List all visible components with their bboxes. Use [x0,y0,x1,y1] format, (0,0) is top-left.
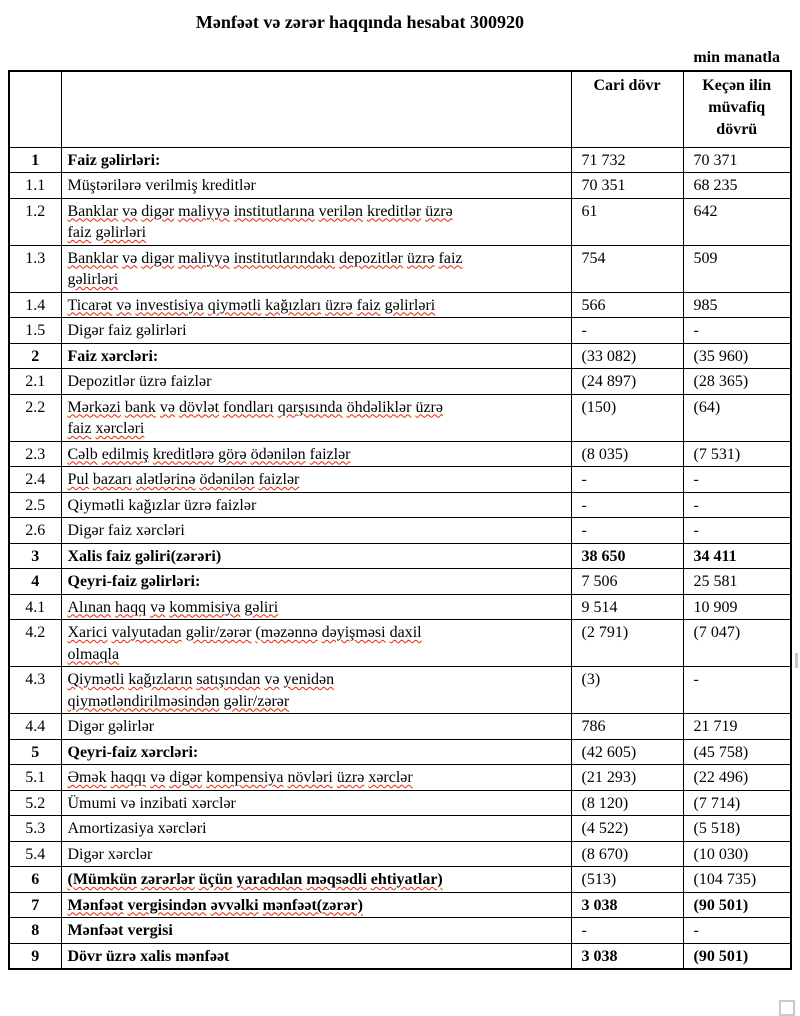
misspelled-word: gəlir/zərər [223,692,290,710]
row-current-value-cell[interactable]: (513) [571,867,683,893]
row-previous-value-cell[interactable]: 34 411 [683,543,791,569]
row-number-cell[interactable]: 1.3 [9,245,61,292]
row-previous-value-cell[interactable]: 21 719 [683,714,791,740]
row-number-cell[interactable]: 2.6 [9,518,61,544]
row-label-cell[interactable] [61,394,571,441]
row-number-cell[interactable]: 4.4 [9,714,61,740]
row-number-cell[interactable]: 5.4 [9,841,61,867]
row-previous-value-cell[interactable]: (90 501) [683,892,791,918]
misspelled-word: bazarı [92,471,132,488]
row-previous-value-cell[interactable]: (7 531) [683,441,791,467]
misspelled-word: yaradılan [236,871,303,888]
misspelled-word: və [159,398,176,416]
row-label-cell[interactable] [61,620,571,667]
misspelled-word: Ticarət [67,296,113,314]
row-label-cell[interactable] [61,667,571,714]
table-row [9,943,791,969]
misspelled-word: (məzənnə [255,624,318,641]
misspelled-word: və [264,671,280,688]
table-row [9,318,791,344]
row-previous-value-cell[interactable]: - [683,518,791,544]
misspelled-word: haqq [115,598,147,616]
misspelled-word: edilmiş [101,445,149,463]
misspelled-word: yenidən [283,671,335,688]
misspelled-word: dəyişməsi [321,624,386,641]
row-number-cell[interactable]: 2.5 [9,492,61,518]
misspelled-word: digər [141,249,175,267]
table-row [9,841,791,867]
row-previous-value-cell[interactable]: (7 047) [683,620,791,667]
misspelled-word: qarşısında [277,398,343,416]
row-label-cell[interactable] [61,765,571,791]
row-current-value-cell[interactable]: 38 650 [571,543,683,569]
row-number-cell[interactable]: 4.2 [9,620,61,667]
misspelled-word: vergisindən [127,896,207,914]
row-label-cell[interactable]: Digər faiz gəlirləri [61,318,571,344]
row-number-cell[interactable]: 1.2 [9,198,61,245]
row-current-value-cell[interactable]: 71 732 [571,147,683,173]
row-current-value-cell[interactable]: (33 082) [571,343,683,369]
row-previous-value-cell[interactable]: (64) [683,394,791,441]
misspelled-word: gəlirləri [384,296,436,314]
row-previous-value-cell[interactable]: - [683,918,791,944]
misspelled-word: Banklar [67,249,119,267]
misspelled-word: məqsədli [306,871,367,888]
table-row [9,173,791,199]
misspelled-word: Əmək [67,769,107,786]
row-number-cell[interactable]: 2 [9,343,61,369]
row-label-cell[interactable]: Qiymətli kağızlar üzrə faizlər [61,492,571,518]
row-current-value-cell[interactable]: (8 120) [571,790,683,816]
header-previous-period[interactable]: Keçən ilin müvafiq dövrü [683,71,791,147]
misspelled-word: investisiya [135,296,204,314]
misspelled-word: və [150,598,166,616]
misspelled-word: kommisiya [169,598,241,616]
row-current-value-cell[interactable]: (8 670) [571,841,683,867]
misspelled-word: faiz [438,249,463,267]
row-number-cell[interactable]: 6 [9,867,61,893]
unit-note[interactable]: min manatla [693,49,780,66]
misspelled-word: gəliri [244,598,279,616]
row-number-cell[interactable]: 7 [9,892,61,918]
misspelled-word: gəlirləri [95,224,147,241]
misspelled-word: üzrə [425,202,453,220]
row-previous-value-cell[interactable]: 985 [683,292,791,318]
misspelled-word: öhdəliklər [346,398,412,416]
misspelled-word: (Mümkün [67,871,137,888]
misspelled-word: bank [124,398,156,416]
misspelled-word: institutlarına [233,202,315,220]
misspelled-word: ödənilən [250,445,306,463]
misspelled-word: institutlarındakı [233,249,336,267]
misspelled-word: üzrə [415,398,443,416]
row-label-cell[interactable]: Mənfəət vergisi [61,918,571,944]
row-label-cell[interactable]: Digər xərclər [61,841,571,867]
misspelled-word: üzrə [325,296,353,314]
table-row [9,918,791,944]
table-row [9,198,791,245]
row-label-cell[interactable] [61,245,571,292]
misspelled-word: satışından [196,671,261,688]
row-current-value-cell[interactable]: (150) [571,394,683,441]
row-label-cell[interactable]: Depozitlər üzrə faizlər [61,369,571,395]
table-row [9,765,791,791]
misspelled-word: üçün [198,871,233,888]
table-body [9,147,791,969]
misspelled-word: dövlət [179,398,220,416]
row-label-cell[interactable] [61,292,571,318]
row-number-cell[interactable]: 3 [9,543,61,569]
misspelled-word: valyutadan [111,624,182,641]
misspelled-word: fondları [223,398,274,416]
misspelled-word: mənfəət(zərər) [262,896,363,914]
misspelled-word: depozitlər [339,249,403,267]
table-row [9,245,791,292]
row-previous-value-cell[interactable]: 509 [683,245,791,292]
misspelled-word: digər [169,769,203,786]
table-row [9,492,791,518]
row-previous-value-cell[interactable]: - [683,318,791,344]
row-previous-value-cell[interactable]: (45 758) [683,739,791,765]
misspelled-word: gəlirləri [67,271,119,288]
misspelled-word: faizlər [309,445,351,463]
table-row [9,620,791,667]
table-row [9,394,791,441]
misspelled-word: digər [141,202,175,220]
misspelled-word: xərcləri [95,420,145,437]
misspelled-word: maliyyə [178,202,230,220]
table-row [9,739,791,765]
table-row [9,543,791,569]
row-label-cell[interactable]: Qeyri-faiz xərcləri: [61,739,571,765]
pnl-table [8,70,792,970]
row-number-cell[interactable]: 2.4 [9,467,61,493]
row-previous-value-cell[interactable]: 25 581 [683,569,791,595]
misspelled-word: qiymətli [207,296,262,314]
row-current-value-cell[interactable]: (42 605) [571,739,683,765]
misspelled-word: görə [218,445,247,463]
misspelled-word: üzrə [406,249,435,267]
row-current-value-cell[interactable]: 7 506 [571,569,683,595]
row-label-cell[interactable] [61,892,571,918]
misspelled-word: ödənilən [199,471,255,488]
table-row [9,147,791,173]
row-number-cell[interactable]: 5 [9,739,61,765]
row-current-value-cell[interactable]: 566 [571,292,683,318]
table-row [9,292,791,318]
misspelled-word: daxil [389,624,422,641]
row-current-value-cell[interactable]: (3) [571,667,683,714]
row-current-value-cell[interactable]: (4 522) [571,816,683,842]
row-number-cell[interactable]: 5.3 [9,816,61,842]
table-row [9,714,791,740]
row-current-value-cell[interactable]: - [571,318,683,344]
row-current-value-cell[interactable]: (2 791) [571,620,683,667]
row-number-cell[interactable]: 2.3 [9,441,61,467]
row-number-cell[interactable]: 4 [9,569,61,595]
row-previous-value-cell[interactable]: (7 714) [683,790,791,816]
row-label-cell[interactable]: Müştərilərə verilmiş kreditlər [61,173,571,199]
row-previous-value-cell[interactable]: (28 365) [683,369,791,395]
row-number-cell[interactable]: 2.2 [9,394,61,441]
row-current-value-cell[interactable]: (21 293) [571,765,683,791]
table-row [9,518,791,544]
row-current-value-cell[interactable]: - [571,467,683,493]
row-previous-value-cell[interactable]: - [683,667,791,714]
misspelled-word: kreditlərə [152,445,215,463]
row-previous-value-cell[interactable]: 642 [683,198,791,245]
row-number-cell[interactable]: 4.3 [9,667,61,714]
table-row [9,467,791,493]
misspelled-word: maliyyə [178,249,230,267]
misspelled-word: növləri [287,769,333,786]
table-row [9,569,791,595]
misspelled-word: faizlər [258,471,300,488]
row-current-value-cell[interactable]: 3 038 [571,943,683,969]
misspelled-word: faiz [67,224,92,241]
misspelled-word: kreditlər [366,202,422,220]
misspelled-word: alətlərinə [135,471,196,488]
row-label-cell[interactable] [61,467,571,493]
table-row [9,892,791,918]
misspelled-word: Cəlb [67,445,98,463]
row-current-value-cell[interactable]: 9 514 [571,594,683,620]
header-current-period[interactable]: Cari dövr [571,71,683,147]
row-number-cell[interactable]: 1.5 [9,318,61,344]
misspelled-word: zərərlər [140,871,195,888]
row-current-value-cell[interactable]: (8 035) [571,441,683,467]
misspelled-word: və [122,249,138,267]
row-current-value-cell[interactable]: - [571,492,683,518]
row-previous-value-cell[interactable]: (5 518) [683,816,791,842]
misspelled-word: Xarici [67,624,108,641]
misspelled-word: əvvəlki [210,896,259,914]
table-row [9,790,791,816]
row-current-value-cell[interactable]: 786 [571,714,683,740]
table-row [9,594,791,620]
table-row [9,667,791,714]
row-previous-value-cell[interactable]: (104 735) [683,867,791,893]
report-title[interactable]: Mənfəət və zərər haqqında hesabat 300920 [195,12,525,32]
misspelled-word: faiz [356,296,381,314]
row-label-cell[interactable]: Qeyri-faiz gəlirləri: [61,569,571,595]
row-label-cell[interactable]: Digər faiz xərcləri [61,518,571,544]
table-row [9,867,791,893]
misspelled-word: Mənfəət [67,896,124,914]
right-edge-scroll-artifact [795,653,798,668]
table-row [9,343,791,369]
misspelled-word: və [150,769,166,786]
misspelled-word: haqqı [110,769,147,786]
row-number-cell[interactable]: 5.2 [9,790,61,816]
row-previous-value-cell[interactable]: 70 371 [683,147,791,173]
table-row [9,441,791,467]
misspelled-word: faiz [67,420,92,437]
row-previous-value-cell[interactable]: 10 909 [683,594,791,620]
misspelled-word: qiymətləndirilməsindən [67,692,220,710]
row-label-cell[interactable]: Ümumi və inzibati xərclər [61,790,571,816]
header-number-cell[interactable] [9,71,61,147]
misspelled-word: kompensiya [206,769,284,786]
row-number-cell[interactable]: 8 [9,918,61,944]
misspelled-word: və [122,202,138,220]
row-current-value-cell[interactable]: 754 [571,245,683,292]
row-label-cell[interactable] [61,441,571,467]
misspelled-word: kağızları [265,296,322,314]
misspelled-word: və [116,296,132,314]
row-previous-value-cell[interactable]: - [683,467,791,493]
misspelled-word: olmaqla [67,645,120,663]
row-number-cell[interactable]: 1 [9,147,61,173]
row-label-cell[interactable]: Amortizasiya xərcləri [61,816,571,842]
misspelled-word: Alınan [67,598,112,616]
row-number-cell[interactable]: 4.1 [9,594,61,620]
misspelled-word: xərclər [368,769,413,786]
row-current-value-cell[interactable]: - [571,518,683,544]
misspelled-word: Pul [67,471,89,488]
row-label-cell[interactable]: Faiz xərcləri: [61,343,571,369]
row-label-cell[interactable]: Dövr üzrə xalis mənfəət [61,943,571,969]
misspelled-word: kağızların [128,671,193,688]
misspelled-word: ehtiyatlar) [370,871,443,888]
table-row [9,369,791,395]
row-label-cell[interactable] [61,198,571,245]
misspelled-word: verilən [318,202,363,220]
row-previous-value-cell[interactable]: (90 501) [683,943,791,969]
row-label-cell[interactable] [61,867,571,893]
row-previous-value-cell[interactable]: 68 235 [683,173,791,199]
misspelled-word: üzrə [336,769,365,786]
row-number-cell[interactable]: 9 [9,943,61,969]
misspelled-word: Mərkəzi [67,398,121,416]
misspelled-word: Banklar [67,202,119,220]
header-description-cell[interactable] [61,71,571,147]
misspelled-word: gəlir/zərər [185,624,252,641]
row-previous-value-cell[interactable]: (10 030) [683,841,791,867]
table-header-row [9,71,791,147]
misspelled-word: Qiymətli [67,671,125,688]
row-current-value-cell[interactable]: (24 897) [571,369,683,395]
row-current-value-cell[interactable]: - [571,918,683,944]
row-previous-value-cell[interactable]: (22 496) [683,765,791,791]
row-number-cell[interactable]: 1.1 [9,173,61,199]
row-number-cell[interactable]: 5.1 [9,765,61,791]
row-current-value-cell[interactable]: 3 038 [571,892,683,918]
row-label-cell[interactable]: Digər gəlirlər [61,714,571,740]
row-previous-value-cell[interactable]: - [683,492,791,518]
row-current-value-cell[interactable]: 70 351 [571,173,683,199]
row-number-cell[interactable]: 2.1 [9,369,61,395]
row-label-cell[interactable]: Xalis faiz gəliri(zərəri) [61,543,571,569]
table-resize-handle[interactable] [779,1000,795,1016]
row-label-cell[interactable]: Faiz gəlirləri: [61,147,571,173]
row-current-value-cell[interactable]: 61 [571,198,683,245]
table-row [9,816,791,842]
row-label-cell[interactable] [61,594,571,620]
row-number-cell[interactable]: 1.4 [9,292,61,318]
row-previous-value-cell[interactable]: (35 960) [683,343,791,369]
